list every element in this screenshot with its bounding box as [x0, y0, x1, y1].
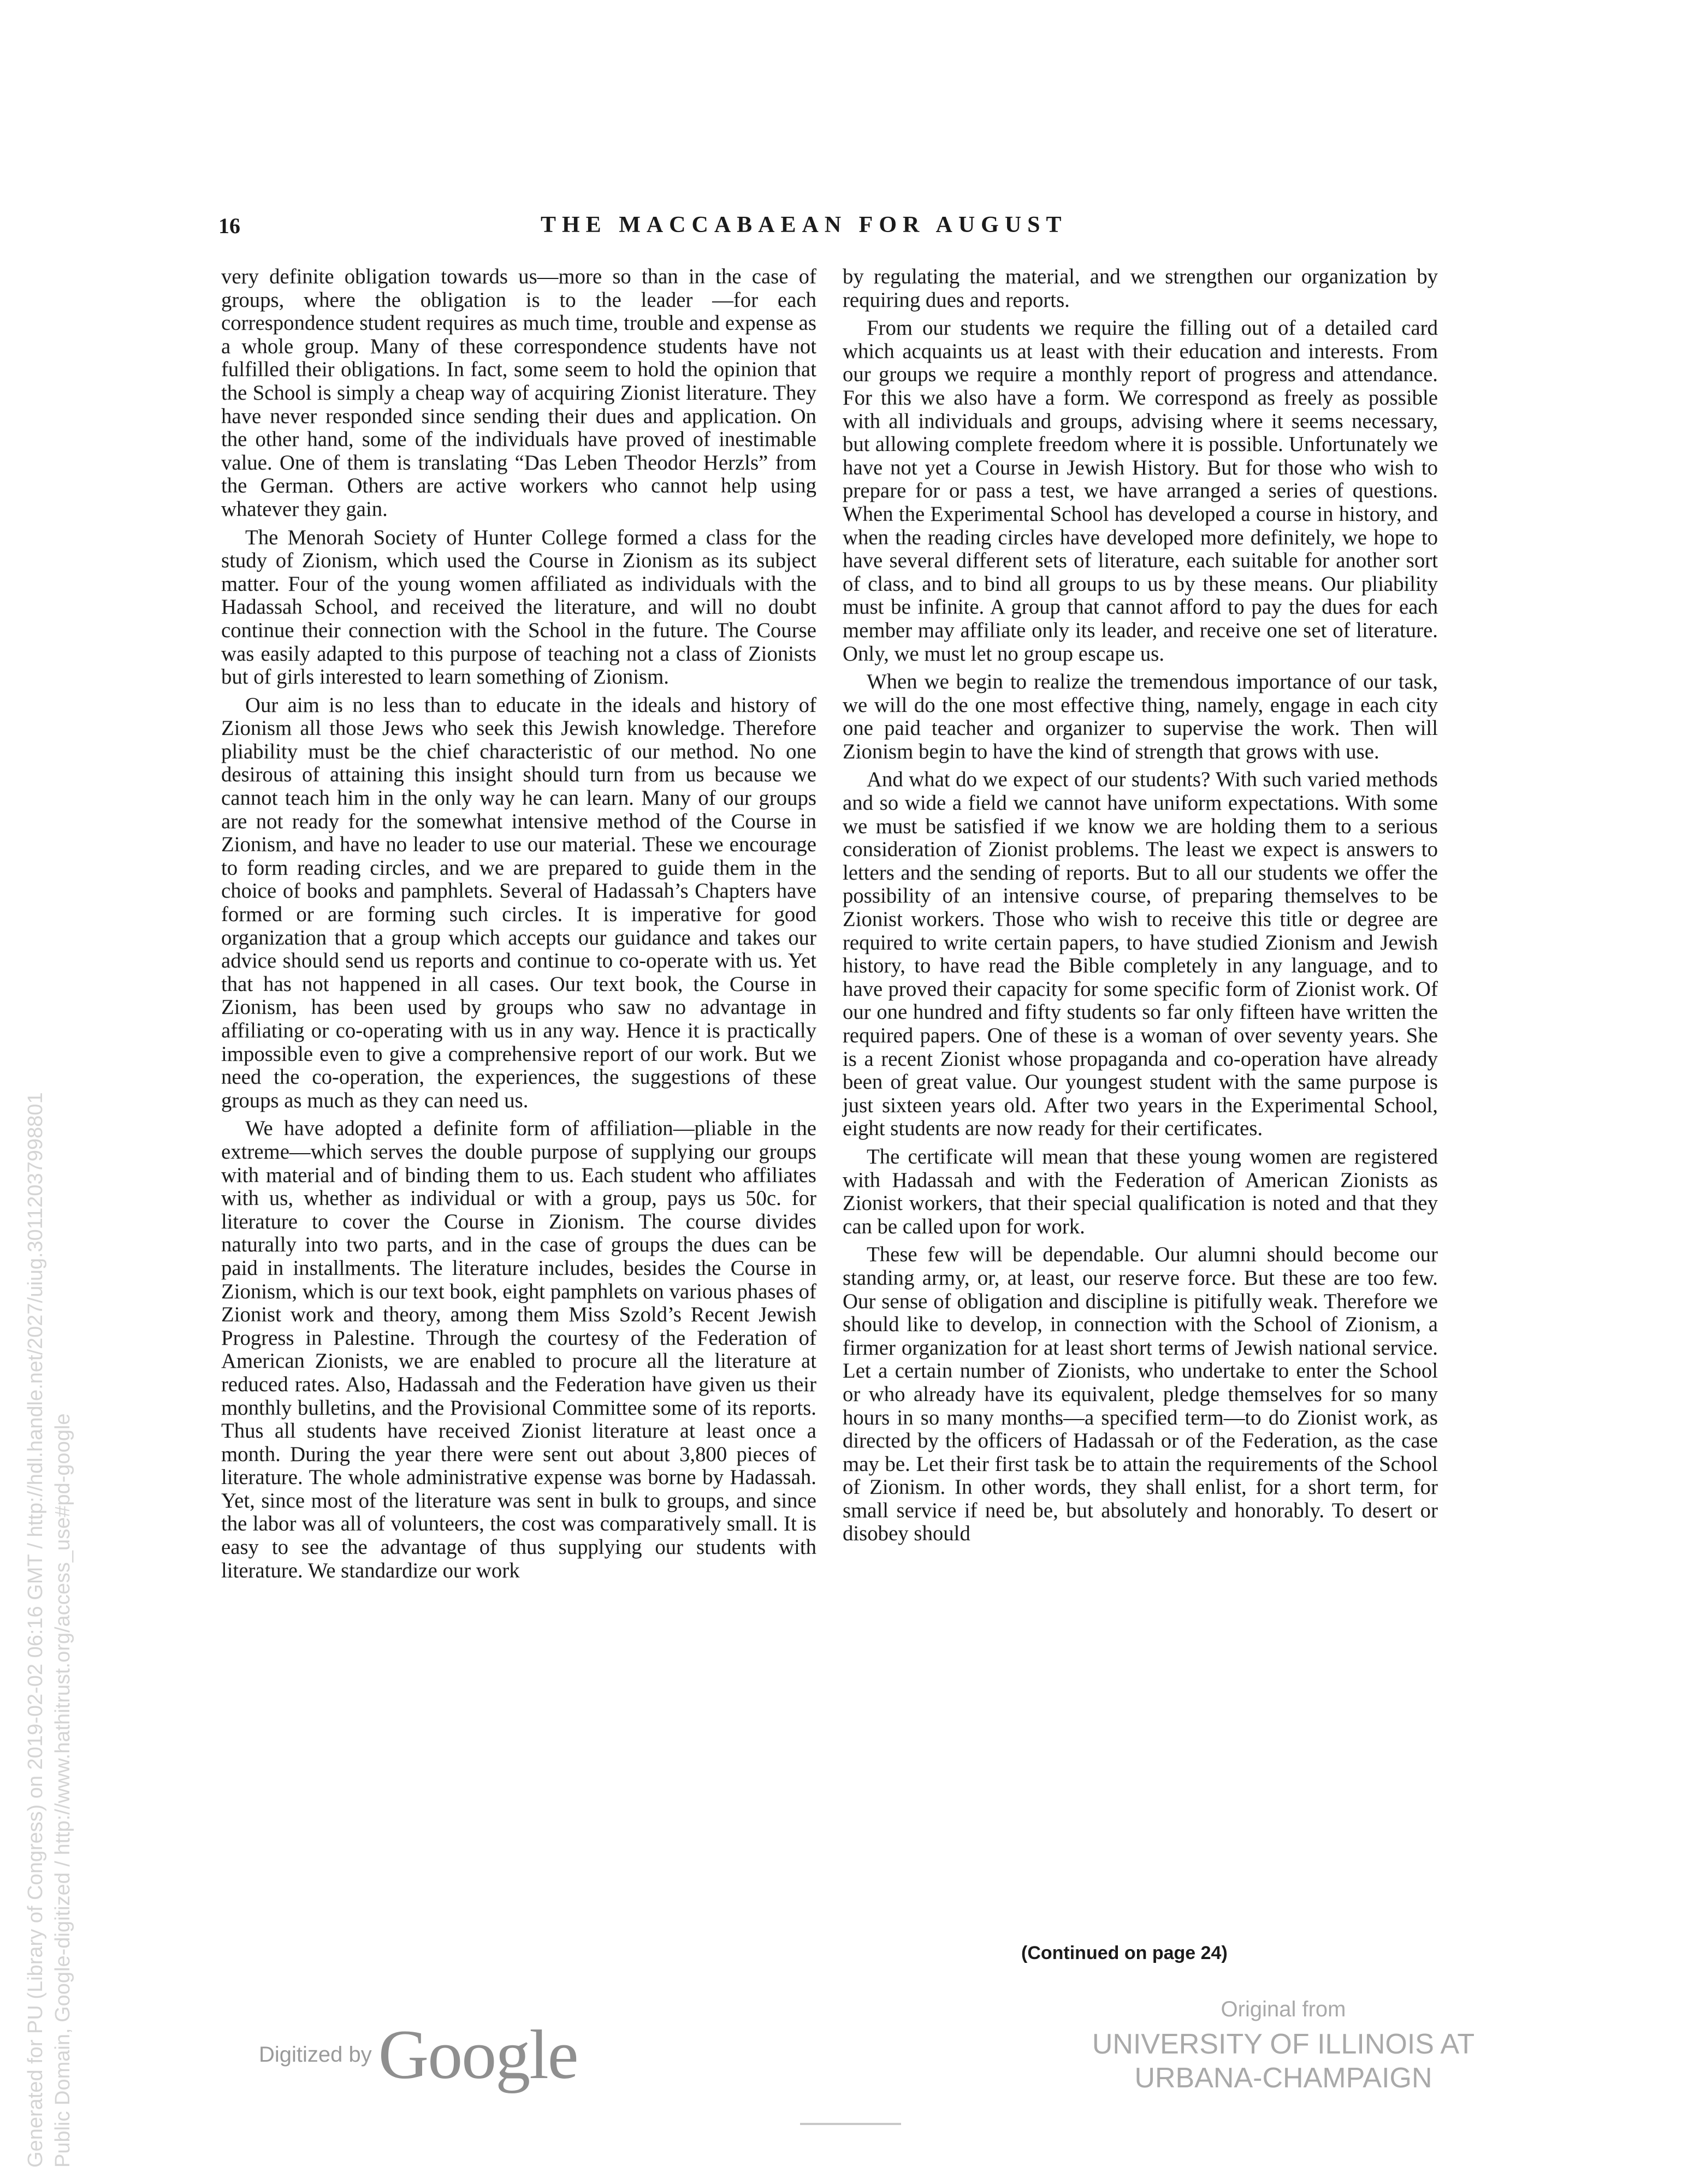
paragraph: And what do we expect of our students? With such varied methods and so wide a field we cannot have uniform expectations. With some we must be satisfied if we know we are holding them to a serious consideration of Zionist problems. The least we expect is answers to letters and the sending of reports. But to all our students we offer the possibility of an intensive course, of preparing themselves to be Zionist workers. Those who wish to receive this title or degree are required to write certain papers, to have studied Zionism and Jewish history, to have read the Bible completely in any language, and to have proved their capacity for some specific form of Zionist work. Of our one hundred and fifty students so far only fifteen have written the required papers. One of these is a woman of over seventy years. She is a recent Zionist whose propaganda and co-operation have already been of great value. Our youngest student with the same purpose is just sixteen years old. After two years in the Experimental School, eight students are now ready for their certificates. [843, 768, 1438, 1141]
left-column [221, 265, 816, 1587]
paragraph: When we begin to realize the tremendous importance of our task, we will do the one most effective thing, namely, engage in each city one paid teacher and organizer to supervise the work. Then will Zionism begin to have the kind of strength that grows with use. [843, 670, 1438, 763]
page-number: 16 [218, 213, 240, 238]
digitized-by-mark [259, 2015, 578, 2095]
google-logo: Google [378, 2016, 578, 2093]
running-title: THE MACCABAEAN FOR AUGUST [541, 212, 1068, 238]
paragraph: From our students we require the filling out of a detailed card which acquaints us at least with their education and interests. From our groups we require a monthly report of progress and attendance. For this we also have a form. We correspond as freely as possible with all individuals and groups, advising where it seems necessary, but allowing complete freedom where it is possible. Unfortunately we have not yet a Course in Jewish History. But for those who wish to prepare for or pass a test, we have arranged a series of questions. When the Experimental School has developed a course in history, and when the reading circles have developed more definitely, we hope to have several different sets of literature, each suitable for another sort of class, and to bind all groups to us by these means. Our pliability must be infinite. A group that cannot afford to pay the dues for each member may affiliate only its leader, and receive one set of literature. Only, we must let no group escape us. [843, 316, 1438, 666]
paragraph: These few will be dependable. Our alumni should become our standing army, or, at least, our reserve force. But these are too few. Our sense of obligation and discipline is pitifully weak. Therefore we should like to develop, in connection with the School of Zionism, a firmer organization for at least short terms of Jewish national service. Let a certain number of Zionists, who undertake to enter the School or who already have its equivalent, pledge themselves for so many hours in so many months—a specified term—to do Zionist work, as directed by the officers of Hadassah or of the Federation, as the case may be. Let their first task be to attain the requirements of the School of Zionism. In other words, they shall enlist, for a short term, for small service if need be, but absolutely and honorably. To desert or disobey should [843, 1243, 1438, 1546]
paragraph: We have adopted a definite form of affiliation—pliable in the extreme—which serves the double purpose of supplying our groups with material and of binding them to us. Each student who affiliates with us, whether as individual or with a group, pays us 50c. for literature to cover the Course in Zionism. The course divides naturally into two parts, and in the case of groups the dues can be paid in installments. The literature includes, besides the Course in Zionism, which is our text book, eight pamphlets on various phases of Zionist work and theory, among them Miss Szold’s Recent Jewish Progress in Palestine. Through the courtesy of the Federation of American Zionists, we are enabled to procure all the literature at reduced rates. Also, Hadassah and the Federation have given us their monthly bulletins, and the Provisional Committee some of its reports. Thus all students have received Zionist literature at least once a month. During the year there were sent out about 3,800 pieces of literature. The whole administrative expense was borne by Hadassah. Yet, since most of the literature was sent in bulk to groups, and since the labor was all of volunteers, the cost was comparatively small. It is easy to see the advantage of thus supplying our students with literature. We standardize our work [221, 1117, 816, 1582]
watermark-line-1: Generated for PU (Library of Congress) on 2019-02-02 06:16 GMT / http://hdl.handle.net/2027/uiug.30112037998801 [24, 1092, 47, 2168]
digitized-by-label: Digitized by [259, 2043, 372, 2067]
paragraph: The Menorah Society of Hunter College formed a class for the study of Zionism, which used the Course in Zionism as its subject matter. Four of the young women affiliated as individuals with the Hadassah School, and received the literature, and will no doubt continue their connection with the School in the future. The Course was easily adapted to this purpose of teaching not a class of Zionists but of girls interested to learn something of Zionism. [221, 525, 816, 689]
institution-line-2: URBANA-CHAMPAIGN [1134, 2062, 1432, 2094]
continued-note: (Continued on page 24) [1021, 1943, 1228, 1963]
right-column [843, 265, 1438, 1551]
watermark-line-2: Public Domain, Google-digitized / http://www.hathitrust.org/access_use#pd-google [51, 1413, 74, 2168]
paragraph: very definite obligation towards us—more so than in the case of groups, where the obligation is to the leader —for each correspondence student requires as much time, trouble and expense as a whole group. Many of these correspondence students have not fulfilled their obligations. In fact, some seem to hold the opinion that the School is simply a cheap way of acquiring Zionist literature. They have never responded since sending their dues and application. On the other hand, some of the individuals have proved of inestimable value. One of them is translating “Das Leben Theodor Herzls” from the German. Others are active workers who cannot help using whatever they gain. [221, 265, 816, 521]
original-from-mark [1081, 1997, 1485, 2095]
paragraph: The certificate will mean that these young women are registered with Hadassah and with the Federation of American Zionists as Zionist workers, that their special qualification is noted and that they can be called upon for work. [843, 1144, 1438, 1238]
paragraph: by regulating the material, and we strengthen our organization by requiring dues and reports. [843, 265, 1438, 312]
hathitrust-watermark [22, 1092, 76, 2168]
paragraph: Our aim is no less than to educate in the ideals and history of Zionism all those Jews who seek this Jewish knowledge. Therefore pliability must be the chief characteristic of our method. No one desirous of attaining this insight should turn from us because we cannot teach him in the only way he can learn. Many of our groups are not ready for the somewhat intensive method of the Course in Zionism, and have no leader to use our material. These we encourage to form reading circles, and we are prepared to guide them in the choice of books and pamphlets. Several of Hadassah’s Chapters have formed or are forming such circles. It is imperative for good organization that a group which accepts our guidance and takes our advice should send us reports and continue to co-operate with us. Yet that has not happened in all cases. Our text book, the Course in Zionism, has been used by groups who saw no advantage in affiliating or co-operating with us in any way. Hence it is practically impossible even to give a comprehensive report of our work. But we need the co-operation, the experiences, the suggestions of these groups as much as they can need us. [221, 693, 816, 1112]
original-from-label: Original from [1221, 1997, 1346, 2021]
institution-line-1: UNIVERSITY OF ILLINOIS AT [1092, 2028, 1475, 2060]
divider [800, 2123, 901, 2125]
